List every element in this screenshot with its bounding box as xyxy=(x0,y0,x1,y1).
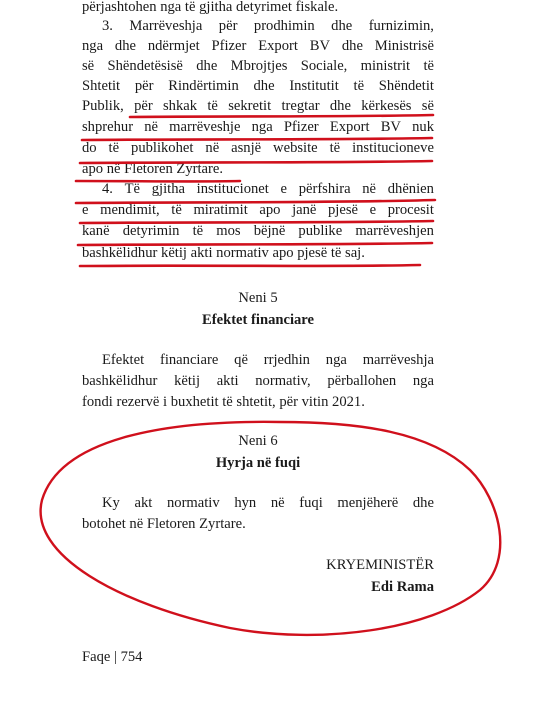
word: Efektet xyxy=(102,352,145,368)
word: Rindërtimin xyxy=(168,78,239,94)
word: normativ, xyxy=(255,373,311,389)
word: këtij xyxy=(174,373,201,389)
word: prodhimin xyxy=(253,18,315,34)
word: fuqi xyxy=(299,495,323,511)
word: të xyxy=(108,140,120,156)
word: përfshira xyxy=(298,181,351,197)
word: mendimit, xyxy=(100,202,160,218)
signature-name: Edi Rama xyxy=(371,579,434,595)
word: të xyxy=(353,78,365,94)
word: dhe xyxy=(412,495,434,511)
underline-mark xyxy=(80,265,420,266)
word: përballohen xyxy=(327,373,397,389)
word: dhënien xyxy=(387,181,434,197)
word: asnjë xyxy=(231,140,262,156)
word: Sociale, xyxy=(300,58,348,74)
annotation-group xyxy=(41,115,501,635)
word: BV xyxy=(309,38,331,54)
word: Publik, xyxy=(82,98,124,114)
word: Të xyxy=(124,181,141,197)
word: Mbrojtjes xyxy=(230,58,288,74)
word: Pfizer xyxy=(211,38,247,54)
page-number: Faqe | 754 xyxy=(82,649,143,665)
word: Shëndetit xyxy=(378,78,434,94)
word: në xyxy=(270,495,285,511)
word: Shtetit xyxy=(82,78,121,94)
word: rrjedhin xyxy=(263,352,310,368)
word: e xyxy=(369,202,377,218)
word: ndërmjet xyxy=(147,38,200,54)
word: që xyxy=(234,352,248,368)
word: kanë xyxy=(82,223,110,239)
article-label: Neni 6 xyxy=(238,433,278,449)
text-line: bashkëlidhur këtij akti normativ apo pjesë të saj. xyxy=(82,245,365,261)
word: e xyxy=(82,202,89,218)
word: në xyxy=(144,119,158,135)
underline-mark xyxy=(80,221,433,223)
word: të xyxy=(329,140,341,156)
word: Marrëveshja xyxy=(129,18,203,34)
word: sekretit xyxy=(228,98,272,114)
word: publike xyxy=(298,223,343,239)
word: marrëveshja xyxy=(362,352,434,368)
underline-mark xyxy=(130,115,433,117)
signature-role: KRYEMINISTËR xyxy=(326,557,434,573)
ellipse-mark xyxy=(41,422,501,635)
word: kërkesës xyxy=(361,98,412,114)
word: furnizimin, xyxy=(368,18,434,34)
word: mos xyxy=(216,223,241,239)
text-line: apo në Fletoren Zyrtare. xyxy=(82,161,224,177)
word: dhe xyxy=(114,38,136,54)
word: pjesë xyxy=(328,202,358,218)
article-label: Neni 5 xyxy=(238,290,278,306)
word: të xyxy=(192,223,204,239)
text-line: përjashtohen nga të gjitha detyrimet fiskale. xyxy=(82,0,339,15)
underline-mark xyxy=(78,243,432,245)
word: hyn xyxy=(234,495,257,511)
word: dhe xyxy=(341,38,363,54)
word: dhe xyxy=(331,18,353,34)
word: së xyxy=(421,98,434,114)
word: menjëherë xyxy=(337,495,399,511)
word: publikohet xyxy=(131,140,194,156)
word: Ministrisë xyxy=(374,38,434,54)
word: së xyxy=(82,58,95,74)
word: miratimit xyxy=(193,202,248,218)
word: 3. xyxy=(102,18,113,34)
word: marrëveshjen xyxy=(355,223,434,239)
word: do xyxy=(82,140,97,156)
word: BV xyxy=(380,119,401,135)
word: nga xyxy=(251,119,273,135)
word: tregtar xyxy=(281,98,320,114)
word: dhe xyxy=(253,78,275,94)
word: shkak xyxy=(163,98,198,114)
underline-mark xyxy=(76,200,435,203)
word: akt xyxy=(134,495,153,511)
word: dhe xyxy=(196,58,218,74)
word: bashkëlidhur xyxy=(82,373,158,389)
word: për xyxy=(218,18,238,34)
word: marrëveshje xyxy=(169,119,241,135)
word: Pfizer xyxy=(283,119,319,135)
word: nga xyxy=(325,352,347,368)
word: nga xyxy=(82,38,104,54)
word: ministrit xyxy=(360,58,411,74)
word: për xyxy=(134,98,153,114)
text-line: botohet në Fletoren Zyrtare. xyxy=(82,516,246,532)
word: akti xyxy=(216,373,239,389)
word: të xyxy=(423,58,434,74)
word: në xyxy=(362,181,377,197)
word: Institutit xyxy=(289,78,339,94)
word: për xyxy=(134,78,154,94)
word: e xyxy=(280,181,287,197)
word: nuk xyxy=(412,119,434,135)
word: Shëndetësisë xyxy=(107,58,183,74)
word: institucionet xyxy=(196,181,269,197)
word: financiare xyxy=(159,352,219,368)
word: bëjnë xyxy=(253,223,286,239)
word: të xyxy=(207,98,218,114)
word: detyrimin xyxy=(122,223,180,239)
word: institucioneve xyxy=(352,140,434,156)
word: gjitha xyxy=(151,181,185,197)
word: Ky xyxy=(102,495,120,511)
word: nga xyxy=(412,373,434,389)
word: 4. xyxy=(102,181,113,197)
word: në xyxy=(205,140,220,156)
word: website xyxy=(273,140,318,156)
word: Export xyxy=(258,38,298,54)
word: apo xyxy=(259,202,281,218)
article-title: Hyrja në fuqi xyxy=(215,455,301,471)
text-line: fondi rezervë i buxhetit të shtetit, për vitin 2021. xyxy=(82,394,365,410)
word: Export xyxy=(329,119,370,135)
word: shprehur xyxy=(82,119,134,135)
underline-mark xyxy=(82,138,432,140)
word: janë xyxy=(292,202,317,218)
word: dhe xyxy=(329,98,351,114)
underline-mark xyxy=(80,161,432,163)
article-title: Efektet financiare xyxy=(202,312,314,328)
word: të xyxy=(171,202,182,218)
word: procesit xyxy=(387,202,434,218)
word: normativ xyxy=(166,495,220,511)
